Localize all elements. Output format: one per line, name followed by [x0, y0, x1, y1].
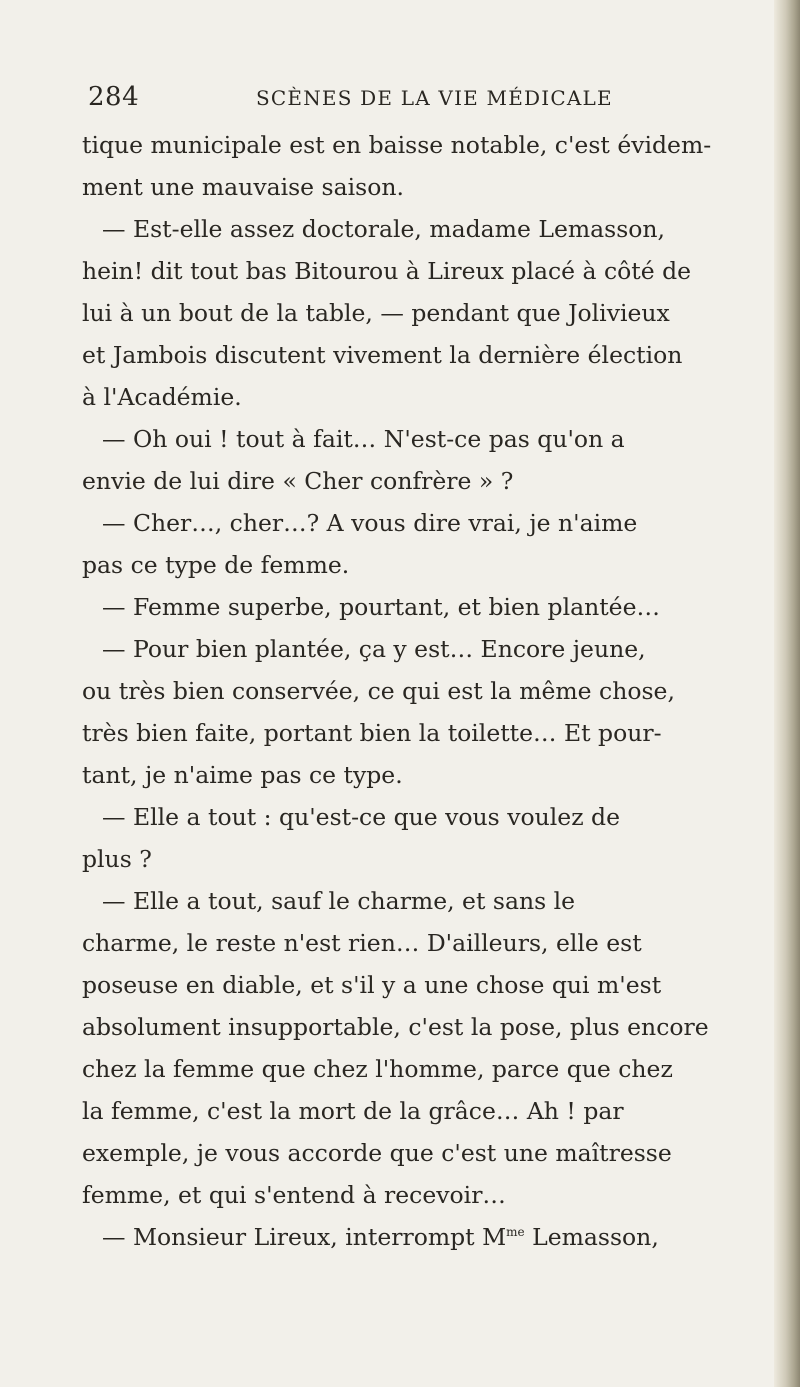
- text-line: poseuse en diable, et s'il y a une chose qui m'est: [82, 971, 662, 999]
- body-text: [82, 124, 762, 1258]
- text-line: à l'Académie.: [82, 383, 242, 411]
- text-line: charme, le reste n'est rien… D'ailleurs, elle est: [82, 929, 642, 957]
- text-line: la femme, c'est la mort de la grâce… Ah ! par: [82, 1097, 624, 1125]
- text-line: — Cher…, cher…? A vous dire vrai, je n'aime: [102, 509, 638, 537]
- text-line: — Elle a tout, sauf le charme, et sans le: [102, 887, 576, 915]
- page-header: [88, 82, 698, 122]
- text-line: tant, je n'aime pas ce type.: [82, 761, 403, 789]
- text-line: exemple, je vous accorde que c'est une maîtresse: [82, 1139, 672, 1167]
- text-line: très bien faite, portant bien la toilette… Et pour-: [82, 719, 662, 747]
- text-line: hein! dit tout bas Bitourou à Lireux placé à côté de: [82, 257, 692, 285]
- text-line: tique municipale est en baisse notable, c'est évidem-: [82, 131, 712, 159]
- text-line: — Femme superbe, pourtant, et bien plantée…: [102, 593, 660, 621]
- last-line-before: — Monsieur Lireux, interrompt M: [102, 1223, 507, 1251]
- title-abbreviation-superscript: me: [506, 1225, 525, 1240]
- last-line-after: Lemasson,: [524, 1223, 659, 1251]
- text-line: et Jambois discutent vivement la dernière élection: [82, 341, 683, 369]
- page-number: 284: [88, 82, 140, 112]
- text-line: absolument insupportable, c'est la pose, plus encore: [82, 1013, 709, 1041]
- text-line: lui à un bout de la table, — pendant que Jolivieux: [82, 299, 670, 327]
- text-line: pas ce type de femme.: [82, 551, 350, 579]
- text-line: — Oh oui ! tout à fait… N'est-ce pas qu'on a: [102, 425, 625, 453]
- text-line: plus ?: [82, 845, 152, 873]
- page-edge-shadow: [774, 0, 800, 1387]
- text-line: chez la femme que chez l'homme, parce que chez: [82, 1055, 673, 1083]
- text-line: — Pour bien plantée, ça y est… Encore jeune,: [102, 635, 646, 663]
- text-line: femme, et qui s'entend à recevoir…: [82, 1181, 506, 1209]
- running-title: SCÈNES DE LA VIE MÉDICALE: [256, 86, 613, 110]
- text-line: ou très bien conservée, ce qui est la même chose,: [82, 677, 675, 705]
- text-line: envie de lui dire « Cher confrère » ?: [82, 467, 514, 495]
- text-line: — Elle a tout : qu'est-ce que vous voulez de: [102, 803, 620, 831]
- text-line-last: [82, 1216, 762, 1258]
- text-line: ment une mauvaise saison.: [82, 173, 404, 201]
- text-line: — Est-elle assez doctorale, madame Lemasson,: [102, 215, 666, 243]
